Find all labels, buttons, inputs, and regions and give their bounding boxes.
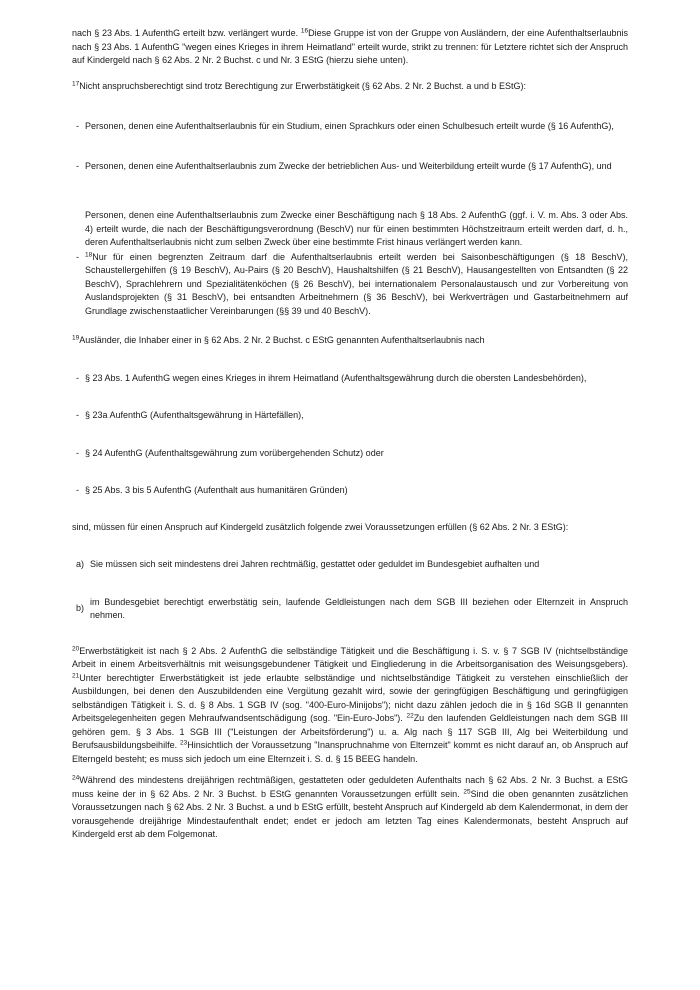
paragraph	[72, 645, 628, 767]
block-text	[85, 409, 628, 423]
list-marker: -	[76, 160, 79, 171]
dash-list-item	[72, 484, 628, 498]
sentence-number-superscript: 24	[72, 774, 80, 782]
block-text	[85, 160, 628, 174]
block-text	[72, 334, 628, 348]
block-text	[90, 596, 628, 623]
dash-list-item	[72, 160, 628, 174]
sentence-number-superscript: 18	[85, 251, 93, 258]
list-marker: a)	[76, 559, 85, 569]
paragraph	[72, 774, 628, 842]
block-text	[85, 120, 628, 134]
block-text	[90, 558, 628, 572]
sentence-number-superscript: 21	[72, 672, 80, 679]
block-text	[72, 521, 628, 535]
text-run: nach § 23 Abs. 1 AufenthG erteilt bzw. verlängert wurde.	[72, 28, 301, 38]
sentence-number-superscript: 25	[463, 788, 471, 795]
list-marker: -	[76, 121, 79, 131]
dash-list-item	[72, 251, 628, 319]
text-run: im Bundesgebiet berechtigt erwerbstätig sein, laufende Geldleistungen nach dem SGB III beziehen oder Elternzeit in Anspruch nehmen.	[90, 596, 628, 620]
text-run: § 24 AufenthG (Aufenthaltsgewährung zum vorübergehenden Schutz) oder	[85, 447, 384, 458]
text-run: Personen, denen eine Aufenthaltserlaubnis zum Zwecke der betrieblichen Aus- und Weiterbildung erteilt wurde (§ 17 AufenthG), und	[85, 160, 612, 171]
indented-list-item	[72, 209, 628, 250]
text-run: § 23 Abs. 1 AufenthG wegen eines Krieges in ihrem Heimatland (Aufenthaltsgewährung durch die obersten Landesbehörden),	[85, 372, 587, 383]
text-run: Ausländer, die Inhaber einer in § 62 Abs. 2 Nr. 2 Buchst. c EStG genannten Aufenthaltserlaubnis nach	[79, 335, 485, 345]
text-run: Sind die oben genannten zusätzlichen Voraussetzungen nach § 62 Abs. 2 Nr. 3 Buchst. a und b EStG erfüllt, besteht Anspruch auf Kindergeld ab dem Kalendermonat, in dem der vorausgehende dreijährige Mindestaufenthalt endet; endet er jedoch am letzten Tag eines Kalendermonats, besteht Anspruch auf Kindergeld erst ab dem Folgemonat.	[72, 788, 628, 839]
text-run: Personen, denen eine Aufenthaltserlaubnis zum Zwecke einer Beschäftigung nach § 18 Abs. 2 AufenthG (ggf. i. V. m. Abs. 3 oder Abs. 4) erteilt wurde, die nach der Beschäftigungsverordnung (BeschV) nur für einen bestimmten Höchstzeitraum erteilt werden darf, d. h., deren Aufenthaltserlaubnis nicht zum selben Zweck über eine bestimmte Frist hinaus verlängert werden kann.	[85, 210, 628, 247]
list-marker: -	[76, 410, 79, 420]
sentence-number-superscript: 19	[72, 334, 80, 342]
sentence-number-superscript: 16	[300, 27, 309, 35]
text-run: § 23a AufenthG (Aufenthaltsgewährung in Härtefällen),	[85, 410, 304, 420]
block-text	[85, 209, 628, 250]
text-run: Unter berechtigter Erwerbstätigkeit ist jede erlaubte selbständige und nichtselbständige Tätigkeit zu verstehen einschließlich der Ausbildungen, bei denen den Auszubildenden eine Vergütung gezahlt wird, sowie der geringfügigen Beschäftigung und geringfügigen selbständigen Tätigkeit i. S. d. § 8 Abs. 1 SGB IV (sog. "400-Euro-Minijobs"); nicht dazu zählen jedoch die in § 16d SGB II genannten Arbeitsgelegenheiten gegen Mehraufwandsentschädigung (sog. "Ein-Euro-Jobs").	[72, 672, 628, 723]
dash-list-item	[72, 120, 628, 134]
sentence-number-superscript: 23	[180, 739, 188, 747]
sentence-number-superscript: 20	[72, 645, 80, 652]
text-run: sind, müssen für einen Anspruch auf Kindergeld zusätzlich folgende zwei Voraussetzungen erfüllen (§ 62 Abs. 2 Nr. 3 EStG):	[72, 521, 569, 532]
paragraph	[72, 27, 628, 68]
text-run: Nicht anspruchsberechtigt sind trotz Berechtigung zur Erwerbstätigkeit (§ 62 Abs. 2 Nr. 2 Buchst. a und b EStG):	[79, 80, 526, 91]
block-text	[85, 447, 628, 461]
text-run: Während des mindestens dreijährigen rechtmäßigen, gestatteten oder geduldeten Aufenthalts nach § 62 Abs. 2 Nr. 3 Buchst. a EStG muss keine der in § 62 Abs. 2 Nr. 3 Buchst. b EStG genannten Voraussetzungen erfüllt sein.	[72, 775, 628, 799]
sentence-number-superscript: 17	[72, 80, 80, 87]
text-run: Hinsichtlich der Voraussetzung "Inanspruchnahme von Elternzeit" kommt es nicht darauf an, ob Anspruch auf Elterngeld besteht; es muss sich jedoch um eine Elternzeit i. S. d. § 15 BEEG handeln.	[72, 740, 628, 764]
text-run: Diese Gruppe ist von der Gruppe von Ausländern, der eine Aufenthaltserlaubnis nach § 23 Abs. 1 AufenthG "wegen eines Krieges in ihrem Heimatland" erteilt wurde, strikt zu trennen: für Letztere richtet sich der Anspruch auf Kindergeld nach § 62 Abs. 2 Nr. 2 Buchst. c und Nr. 3 EStG (hierzu siehe unten).	[72, 28, 629, 65]
dash-list-item	[72, 372, 628, 386]
list-marker: -	[76, 372, 79, 383]
block-text	[85, 372, 628, 386]
block-text	[85, 251, 628, 319]
text-run: Personen, denen eine Aufenthaltserlaubnis für ein Studium, einen Sprachkurs oder einen Schulbesuch erteilt wurde (§ 16 AufenthG),	[85, 121, 614, 131]
block-text	[72, 80, 628, 94]
list-marker: -	[76, 485, 79, 495]
sentence-number-superscript: 22	[406, 712, 414, 720]
letter-list-item	[72, 596, 628, 623]
dash-list-item	[72, 447, 628, 461]
dash-list-item	[72, 409, 628, 423]
paragraph	[72, 80, 628, 94]
paragraph	[72, 334, 628, 348]
letter-list-item	[72, 558, 628, 572]
block-text	[72, 645, 628, 767]
block-text	[72, 27, 628, 68]
text-run: Nur für einen begrenzten Zeitraum darf die Aufenthaltserlaubnis erteilt werden bei Saisonbeschäftigungen (§ 18 BeschV), Schaustellergehilfen (§ 19 BeschV), Au-Pairs (§ 20 BeschV), Haushaltshilfen (§ 21 BeschV), Hausangestellten von Entsandten (§ 22 BeschV), Sprachlehrern und Spezialitätenköchen (§ 26 BeschV), bei internationalem Personalaustausch und zur Vorbereitung von Auslandsprojekten (§ 31 BeschV), bei entsandten Arbeitnehmern (§ 36 BeschV), bei Werkverträgen und Gastarbeitnehmern auf Grundlage zwischenstaatlicher Vereinbarungen (§§ 39 und 40 BeschV).	[85, 251, 628, 316]
block-text	[85, 484, 628, 498]
list-marker: b)	[76, 603, 85, 614]
text-run: Sie müssen sich seit mindestens drei Jahren rechtmäßig, gestattet oder geduldet im Bundesgebiet aufhalten und	[90, 559, 540, 569]
text-run: Erwerbstätigkeit ist nach § 2 Abs. 2 AufenthG die selbständige Tätigkeit und die Beschäftigung i. S. v. § 7 SGB IV (nichtselbständige Arbeit in einem Arbeitsverhältnis mit weisungsgebundener Tätigkeit und Eingliederung in die Arbeitsorganisation des Weisungsgebers).	[72, 645, 628, 669]
document-content	[72, 27, 628, 842]
block-text	[72, 774, 628, 842]
text-run: Zu den laufenden Geldleistungen nach dem SGB III gehören gem. § 3 Abs. 1 SGB III ("Leistungen der Arbeitsförderung") u. a. Alg nach § 117 SGB III, Alg bei Weiterbildung und Berufsausbildungsbeihilfe.	[72, 713, 629, 750]
text-run: § 25 Abs. 3 bis 5 AufenthG (Aufenthalt aus humanitären Gründen)	[85, 485, 348, 495]
list-marker: -	[76, 447, 79, 458]
list-marker: -	[76, 251, 79, 262]
paragraph	[72, 521, 628, 535]
